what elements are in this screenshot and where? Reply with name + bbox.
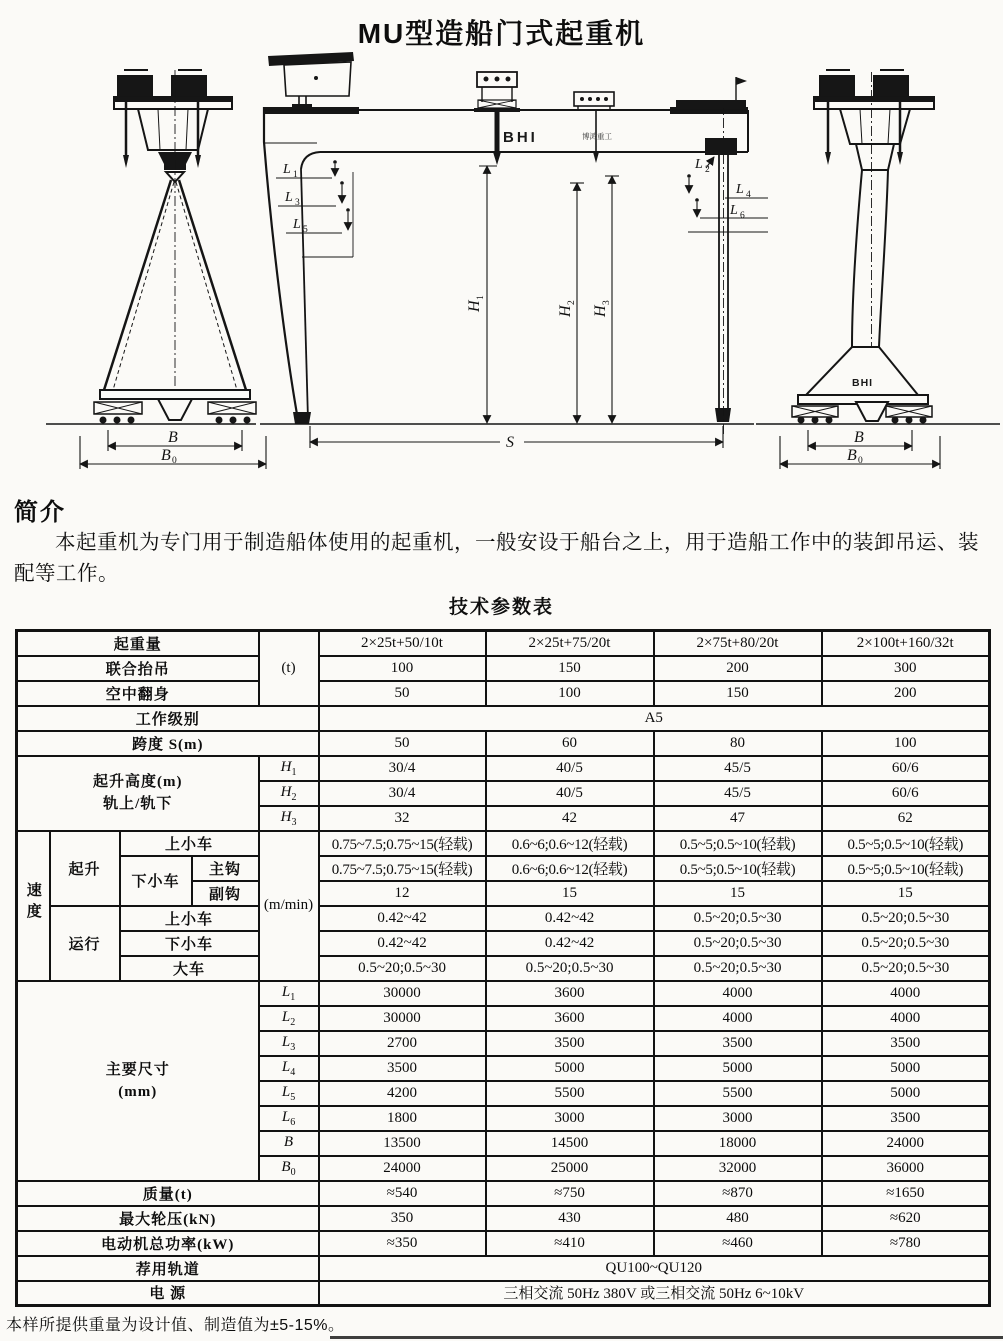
dim-label-l2: L xyxy=(695,157,703,172)
spec-cell: 3500 xyxy=(486,1031,654,1056)
row-dim-l1 xyxy=(17,981,990,1006)
dim-label-l5: L xyxy=(293,217,301,232)
row-label: 上小车 xyxy=(120,906,259,931)
spec-cell: 3500 xyxy=(822,1106,990,1131)
spec-cell: 300 xyxy=(822,656,990,681)
spec-cell: 100 xyxy=(319,656,486,681)
row-label: 大车 xyxy=(120,956,259,981)
spec-cell: 5500 xyxy=(654,1081,822,1106)
unit-cell-l1: $L_1$ xyxy=(259,981,319,1006)
row-label: 电 源 xyxy=(17,1281,319,1306)
spec-cell: 5000 xyxy=(486,1056,654,1081)
spec-cell: 0.5~20;0.5~30 xyxy=(486,956,654,981)
spec-cell: 2×75t+80/20t xyxy=(654,631,822,656)
spec-cell: 50 xyxy=(319,681,486,706)
spec-cell: 200 xyxy=(654,656,822,681)
spec-cell: ≈870 xyxy=(654,1181,822,1206)
row-mass xyxy=(17,1181,990,1206)
spec-cell: 13500 xyxy=(319,1131,486,1156)
spec-cell: 45/5 xyxy=(654,781,822,806)
spec-cell: QU100~QU120 xyxy=(319,1256,990,1281)
row-label xyxy=(17,756,259,831)
spec-cell: ≈350 xyxy=(319,1231,486,1256)
dim-label-l4: L xyxy=(736,182,744,197)
dim-label-b0-left-sub: 0 xyxy=(172,456,177,466)
spec-cell: 30000 xyxy=(319,981,486,1006)
spec-cell: 2×25t+50/10t xyxy=(319,631,486,656)
spec-cell: 40/5 xyxy=(486,781,654,806)
spec-cell: 1800 xyxy=(319,1106,486,1131)
pedestal-logo: BHI xyxy=(852,377,874,389)
svg-text:3: 3 xyxy=(602,300,612,305)
spec-cell: 三相交流 50Hz 380V 或三相交流 50Hz 6~10kV xyxy=(319,1281,990,1306)
unit-cell-l5: $L_5$ xyxy=(259,1081,319,1106)
unit-cell-l2: $L_2$ xyxy=(259,1006,319,1031)
spec-cell: 3600 xyxy=(486,981,654,1006)
spec-cell: 4000 xyxy=(822,981,990,1006)
spec-cell: ≈620 xyxy=(822,1206,990,1231)
unit-cell-h1: $H_1$ xyxy=(259,756,319,781)
spec-cell: 4200 xyxy=(319,1081,486,1106)
row-label: 质量(t) xyxy=(17,1181,319,1206)
unit-cell-l6: $L_6$ xyxy=(259,1106,319,1131)
row-capacity xyxy=(17,631,990,656)
table-caption: 技术参数表 xyxy=(448,597,554,618)
girder-subtext: 博鸿重工 xyxy=(582,132,612,141)
row-label: 工作级别 xyxy=(17,706,319,731)
dim-label-h2 xyxy=(557,300,577,318)
spec-cell: 430 xyxy=(486,1206,654,1231)
row-wheel-load xyxy=(17,1206,990,1231)
spec-cell: 0.42~42 xyxy=(486,906,654,931)
row-combined-lift xyxy=(17,656,990,681)
height-dimensions xyxy=(479,166,619,423)
svg-text:6: 6 xyxy=(740,211,745,221)
spec-cell: 0.75~7.5;0.75~15(轻载) xyxy=(319,856,486,881)
spec-cell: 62 xyxy=(822,806,990,831)
spec-cell: 5000 xyxy=(654,1056,822,1081)
spec-cell: 0.5~20;0.5~30 xyxy=(654,956,822,981)
dims-label-line2: (mm) xyxy=(118,1083,158,1100)
footnote: 本样所提供重量为设计值、制造值为±5-15%。 xyxy=(6,1317,345,1334)
unit-cell-h3: $H_3$ xyxy=(259,806,319,831)
dims-label-line1: 主要尺寸 xyxy=(105,1061,170,1078)
row-label: 下小车 xyxy=(120,931,259,956)
spec-cell: ≈750 xyxy=(486,1181,654,1206)
spec-cell: 0.5~20;0.5~30 xyxy=(822,956,990,981)
row-label: 下小车 xyxy=(120,856,192,906)
spec-cell: 3000 xyxy=(486,1106,654,1131)
spec-cell: 0.5~20;0.5~30 xyxy=(654,906,822,931)
row-label: 上小车 xyxy=(120,831,259,856)
spec-cell: 100 xyxy=(822,731,990,756)
dim-label-h3 xyxy=(592,300,612,318)
row-label: 联合抬吊 xyxy=(17,656,259,681)
dim-label-s: S xyxy=(506,434,514,451)
intro-heading: 简介 xyxy=(14,499,66,526)
svg-text:1: 1 xyxy=(476,295,486,300)
row-span xyxy=(17,731,990,756)
spec-cell: ≈1650 xyxy=(822,1181,990,1206)
spec-cell: 480 xyxy=(654,1206,822,1231)
spec-cell: 0.75~7.5;0.75~15(轻载) xyxy=(319,831,486,856)
svg-text:H: H xyxy=(466,300,483,312)
spec-cell: 0.5~20;0.5~30 xyxy=(822,931,990,956)
unit-cell-b0: $B_0$ xyxy=(259,1156,319,1181)
spec-cell: 0.5~5;0.5~10(轻载) xyxy=(822,856,990,881)
spec-cell: 40/5 xyxy=(486,756,654,781)
main-elevation-view xyxy=(260,52,768,451)
intro-paragraph: 本起重机为专门用于制造船体使用的起重机，一般安设于船台之上，用于造船工作中的装卸吊运、装配等工作。 xyxy=(14,531,979,585)
row-height-h1 xyxy=(17,756,990,781)
span-dimension xyxy=(310,426,723,448)
row-speed-travel-upper xyxy=(17,906,990,931)
spec-cell: 42 xyxy=(486,806,654,831)
spec-cell: 32 xyxy=(319,806,486,831)
spec-cell: 5500 xyxy=(486,1081,654,1106)
row-speed-hoist-main xyxy=(17,856,990,881)
row-power-supply xyxy=(17,1281,990,1306)
spec-cell: 30/4 xyxy=(319,781,486,806)
spec-cell: 4000 xyxy=(822,1006,990,1031)
row-label: 最大轮压(kN) xyxy=(17,1206,319,1231)
spec-table-container xyxy=(15,629,991,1307)
row-label xyxy=(17,981,259,1181)
row-label: 运行 xyxy=(50,906,120,981)
spec-cell: 45/5 xyxy=(654,756,822,781)
spec-cell: 5000 xyxy=(822,1081,990,1106)
spec-cell: 2×25t+75/20t xyxy=(486,631,654,656)
girder-logo: BHI xyxy=(503,129,538,146)
spec-cell: 3500 xyxy=(319,1056,486,1081)
unit-cell: (t) xyxy=(259,631,319,706)
page-title: MU型造船门式起重机 xyxy=(357,18,646,49)
svg-text:5: 5 xyxy=(303,225,308,235)
row-duty-class xyxy=(17,706,990,731)
spec-cell: 0.5~5;0.5~10(轻载) xyxy=(654,856,822,881)
spec-cell: 3500 xyxy=(654,1031,822,1056)
row-speed-hoist-upper xyxy=(17,831,990,856)
spec-cell: 100 xyxy=(486,681,654,706)
spec-cell: 30/4 xyxy=(319,756,486,781)
spec-cell: 50 xyxy=(319,731,486,756)
spec-cell: 24000 xyxy=(319,1156,486,1181)
svg-text:2: 2 xyxy=(705,165,710,175)
spec-cell: 47 xyxy=(654,806,822,831)
spec-cell: 30000 xyxy=(319,1006,486,1031)
spec-cell: 2×100t+160/32t xyxy=(822,631,990,656)
height-label-line1: 起升高度(m) xyxy=(93,774,183,790)
spec-cell: 80 xyxy=(654,731,822,756)
row-speed-travel-lower xyxy=(17,931,990,956)
right-end-view xyxy=(756,70,1000,469)
svg-text:H: H xyxy=(592,305,609,317)
spec-cell: 0.5~5;0.5~10(轻载) xyxy=(654,831,822,856)
unit-cell-h2: $H_2$ xyxy=(259,781,319,806)
spec-cell: 14500 xyxy=(486,1131,654,1156)
spec-cell: 0.5~20;0.5~30 xyxy=(319,956,486,981)
svg-text:4: 4 xyxy=(746,190,751,200)
spec-cell: 12 xyxy=(319,881,486,906)
crane-drawing xyxy=(0,52,1003,482)
row-label: 跨度 S(m) xyxy=(17,731,319,756)
spec-cell: 0.42~42 xyxy=(319,931,486,956)
row-label: 起升 xyxy=(50,831,120,906)
spec-cell: 0.5~20;0.5~30 xyxy=(822,906,990,931)
spec-cell: 3500 xyxy=(822,1031,990,1056)
spec-cell: 3000 xyxy=(654,1106,822,1131)
spec-cell: 15 xyxy=(486,881,654,906)
unit-cell-l4: $L_4$ xyxy=(259,1056,319,1081)
spec-cell: 150 xyxy=(654,681,822,706)
dim-label-b0-right-sub: 0 xyxy=(858,456,863,466)
row-label: 空中翻身 xyxy=(17,681,259,706)
row-label: 荐用轨道 xyxy=(17,1256,319,1281)
spec-cell: 0.5~5;0.5~10(轻载) xyxy=(822,831,990,856)
spec-cell: 200 xyxy=(822,681,990,706)
dim-label-l1: L xyxy=(283,162,291,177)
speed-group-label: 速度 xyxy=(17,831,50,981)
spec-cell: 0.6~6;0.6~12(轻载) xyxy=(486,856,654,881)
svg-text:H: H xyxy=(557,305,574,317)
dim-label-l6: L xyxy=(730,203,738,218)
svg-text:1: 1 xyxy=(293,170,298,180)
row-rail xyxy=(17,1256,990,1281)
dim-label-b0-right: B xyxy=(847,447,857,464)
row-label: 起重量 xyxy=(17,631,259,656)
spec-cell: 32000 xyxy=(654,1156,822,1181)
spec-cell: ≈410 xyxy=(486,1231,654,1256)
spec-cell: ≈780 xyxy=(822,1231,990,1256)
spec-cell: 60/6 xyxy=(822,756,990,781)
height-label-line2: 轨上/轨下 xyxy=(103,796,173,812)
row-speed-gantry xyxy=(17,956,990,981)
dim-label-b0-left: B xyxy=(161,447,171,464)
scan-artifact-line xyxy=(330,1336,1003,1339)
spec-cell: 15 xyxy=(822,881,990,906)
unit-cell-l3: $L_3$ xyxy=(259,1031,319,1056)
spec-cell: ≈540 xyxy=(319,1181,486,1206)
left-end-view xyxy=(46,70,266,469)
spec-cell: 4000 xyxy=(654,981,822,1006)
spec-cell: 4000 xyxy=(654,1006,822,1031)
spec-cell: 0.5~20;0.5~30 xyxy=(654,931,822,956)
spec-cell: A5 xyxy=(319,706,990,731)
spec-cell: 150 xyxy=(486,656,654,681)
spec-cell: 350 xyxy=(319,1206,486,1231)
spec-cell: 0.6~6;0.6~12(轻载) xyxy=(486,831,654,856)
spec-table xyxy=(15,629,991,1307)
spec-cell: 36000 xyxy=(822,1156,990,1181)
dim-label-b-left: B xyxy=(168,429,178,446)
unit-cell: (m/min) xyxy=(259,831,319,981)
dim-label-b-right: B xyxy=(854,429,864,446)
spec-cell: 60 xyxy=(486,731,654,756)
dim-label-l3: L xyxy=(285,190,293,205)
row-label: 电动机总功率(kW) xyxy=(17,1231,319,1256)
spec-cell: 15 xyxy=(654,881,822,906)
svg-text:2: 2 xyxy=(567,300,577,305)
row-motor-power xyxy=(17,1231,990,1256)
spec-cell: 5000 xyxy=(822,1056,990,1081)
row-label: 主钩 xyxy=(192,856,259,881)
row-air-turnover xyxy=(17,681,990,706)
row-label: 副钩 xyxy=(192,881,259,906)
spec-cell: 18000 xyxy=(654,1131,822,1156)
unit-cell-b: B xyxy=(259,1131,319,1156)
spec-cell: 0.42~42 xyxy=(486,931,654,956)
svg-text:3: 3 xyxy=(295,198,300,208)
spec-cell: 3600 xyxy=(486,1006,654,1031)
spec-cell: 2700 xyxy=(319,1031,486,1056)
dim-label-h1 xyxy=(466,295,486,313)
spec-cell: 24000 xyxy=(822,1131,990,1156)
spec-cell: 60/6 xyxy=(822,781,990,806)
spec-cell: ≈460 xyxy=(654,1231,822,1256)
spec-cell: 0.42~42 xyxy=(319,906,486,931)
spec-cell: 25000 xyxy=(486,1156,654,1181)
